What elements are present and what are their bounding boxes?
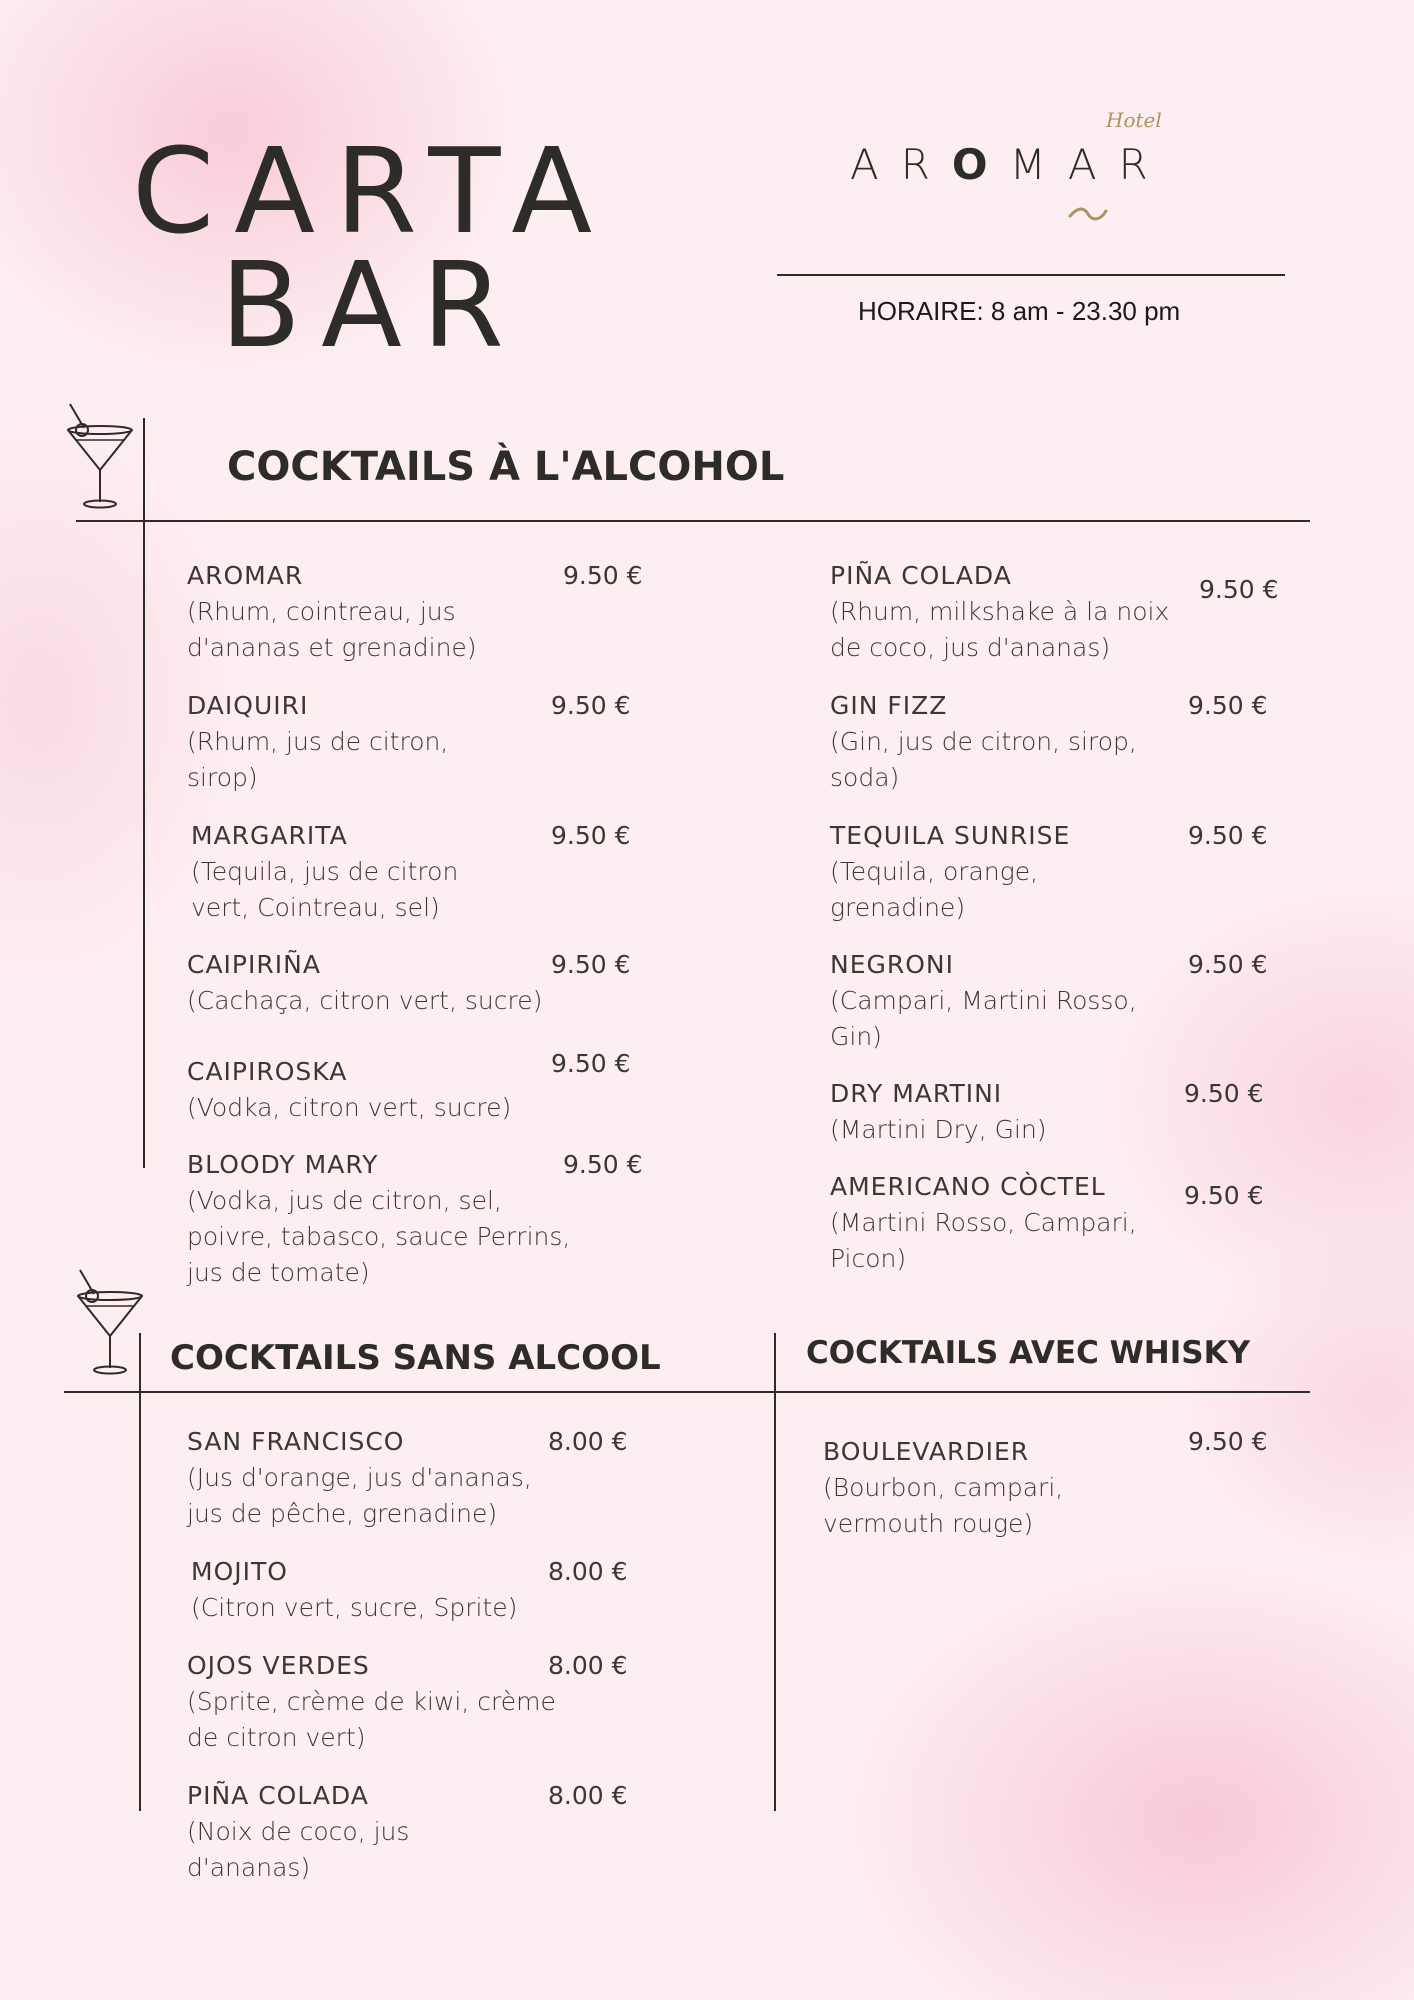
menu-item (187, 947, 607, 1019)
item-name: SAN FRANCISCO (187, 1427, 405, 1456)
item-name: MARGARITA (191, 821, 348, 850)
item-price: 9.50 € (1184, 1181, 1264, 1210)
menu-item (187, 558, 567, 666)
item-name: MOJITO (191, 1557, 288, 1586)
item-description: (Tequila, orange, grenadine) (830, 857, 1039, 922)
item-name: CAIPIROSKA (187, 1057, 348, 1086)
menu-item (187, 1054, 607, 1126)
section-divider (64, 1391, 1310, 1393)
item-name: TEQUILA SUNRISE (830, 821, 1071, 850)
item-description: (Vodka, citron vert, sucre) (187, 1093, 512, 1122)
item-price: 9.50 € (551, 691, 631, 720)
item-price: 9.50 € (1188, 821, 1268, 850)
menu-item (187, 688, 567, 796)
item-description: (Tequila, jus de citron vert, Cointreau, sel) (191, 857, 459, 922)
menu-item (187, 1778, 587, 1886)
page-title-line1: CARTA (131, 122, 613, 260)
martini-glass-icon (60, 402, 136, 510)
item-name: DRY MARTINI (830, 1079, 1003, 1108)
menu-item (191, 818, 571, 926)
item-name: AROMAR (187, 561, 304, 590)
menu-item (830, 818, 1170, 926)
logo-wave-icon (1068, 205, 1108, 223)
menu-item (187, 1424, 587, 1532)
menu-item (830, 1076, 1170, 1148)
item-name: PIÑA COLADA (187, 1781, 369, 1810)
item-name: AMERICANO CÒCTEL (830, 1172, 1106, 1201)
item-price: 9.50 € (1188, 950, 1268, 979)
item-price: 8.00 € (548, 1557, 628, 1586)
item-price: 8.00 € (548, 1427, 628, 1456)
item-price: 8.00 € (548, 1651, 628, 1680)
menu-item (830, 947, 1170, 1055)
column-divider (774, 1333, 776, 1811)
item-price: 8.00 € (548, 1781, 628, 1810)
item-description: (Noix de coco, jus d'ananas) (187, 1817, 410, 1882)
item-description: (Bourbon, campari, vermouth rouge) (823, 1473, 1064, 1538)
item-price: 9.50 € (1184, 1079, 1264, 1108)
logo-word-o: O (951, 140, 1010, 189)
section-title-alcohol: COCKTAILS À L'ALCOHOL (227, 444, 785, 490)
section-title-whisky: COCKTAILS AVEC WHISKY (806, 1335, 1251, 1371)
section-vertical-line (139, 1333, 141, 1811)
item-price: 9.50 € (1188, 1427, 1268, 1456)
section-divider (76, 520, 1310, 522)
item-description: (Rhum, milkshake à la noix de coco, jus d'ananas) (830, 597, 1170, 662)
hotel-logo (850, 140, 1170, 189)
section-title-sans-alcool: COCKTAILS SANS ALCOOL (170, 1338, 661, 1378)
menu-item (187, 1648, 587, 1756)
item-description: (Campari, Martini Rosso, Gin) (830, 986, 1137, 1051)
menu-item (830, 1169, 1170, 1277)
item-price: 9.50 € (551, 950, 631, 979)
item-name: GIN FIZZ (830, 691, 948, 720)
item-name: CAIPIRIÑA (187, 950, 321, 979)
item-name: PIÑA COLADA (830, 561, 1012, 590)
item-name: BLOODY MARY (187, 1150, 379, 1179)
item-description: (Cachaça, citron vert, sucre) (187, 986, 543, 1015)
martini-glass-icon (70, 1268, 146, 1376)
item-name: NEGRONI (830, 950, 954, 979)
item-price: 9.50 € (1188, 691, 1268, 720)
logo-word-part-b: MAR (1009, 140, 1170, 189)
page-title-line2: BAR (220, 236, 524, 374)
item-name: DAIQUIRI (187, 691, 309, 720)
item-description: (Rhum, cointreau, jus d'ananas et grenadine) (187, 597, 477, 662)
opening-hours: HORAIRE: 8 am - 23.30 pm (858, 296, 1181, 326)
menu-item (191, 1554, 591, 1626)
item-name: OJOS VERDES (187, 1651, 370, 1680)
item-description: (Gin, jus de citron, sirop, soda) (830, 727, 1137, 792)
menu-item (823, 1434, 1163, 1542)
item-description: (Vodka, jus de citron, sel, poivre, tabasco, sauce Perrins, jus de tomate) (187, 1186, 571, 1287)
item-name: BOULEVARDIER (823, 1437, 1030, 1466)
item-price: 9.50 € (1199, 575, 1279, 604)
item-description: (Citron vert, sucre, Sprite) (191, 1593, 518, 1622)
logo-hotel-label: Hotel (1106, 108, 1162, 132)
section-vertical-line (143, 418, 145, 1168)
item-price: 9.50 € (563, 1150, 643, 1179)
menu-item (187, 1147, 607, 1291)
header-divider (777, 274, 1285, 276)
item-description: (Rhum, jus de citron, sirop) (187, 727, 449, 792)
item-price: 9.50 € (551, 821, 631, 850)
menu-item (830, 558, 1210, 666)
item-price: 9.50 € (551, 1049, 631, 1078)
logo-word-part-a: AR (850, 140, 952, 189)
item-description: (Martini Dry, Gin) (830, 1115, 1047, 1144)
item-price: 9.50 € (563, 561, 643, 590)
item-description: (Martini Rosso, Campari, Picon) (830, 1208, 1137, 1273)
item-description: (Sprite, crème de kiwi, crème de citron vert) (187, 1687, 556, 1752)
menu-item (830, 688, 1170, 796)
item-description: (Jus d'orange, jus d'ananas, jus de pêche, grenadine) (187, 1463, 532, 1528)
